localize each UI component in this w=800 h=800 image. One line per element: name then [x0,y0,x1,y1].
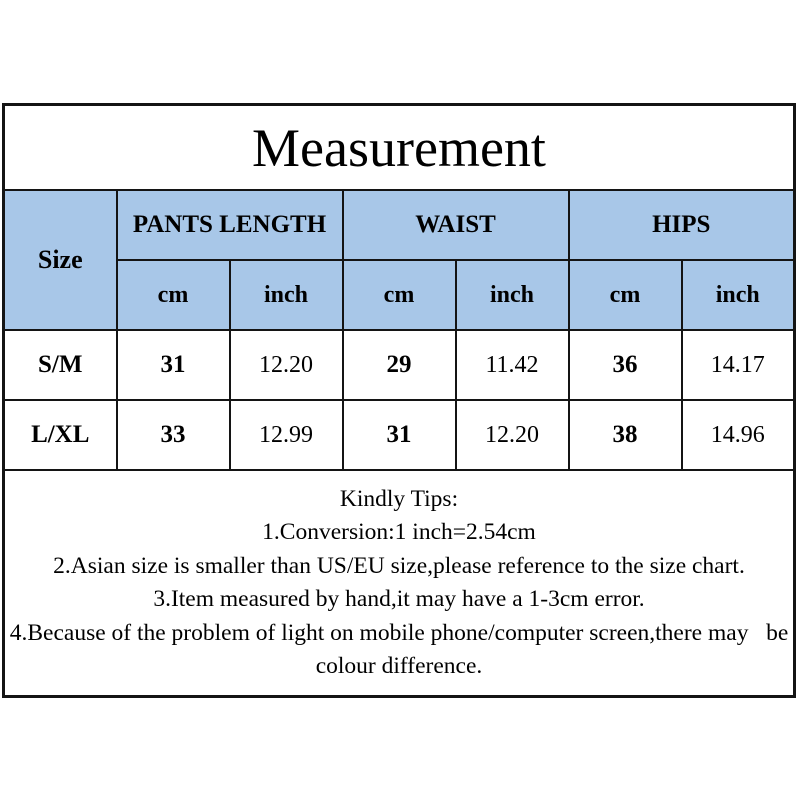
table-row-lxl [4,400,795,470]
tip-asian-size: 2.Asian size is smaller than US/EU size,please reference to the size chart. [53,552,745,579]
column-header-waist: WAIST [343,190,569,260]
sm-hips-inch-value: 14.17 [682,330,795,400]
tips-row [4,470,795,697]
measurement-table [2,103,796,698]
tips-heading: Kindly Tips: [339,485,459,512]
table-row-sm [4,330,795,400]
lxl-pants-cm-value: 33 [117,400,230,470]
lxl-waist-cm-value: 31 [343,400,456,470]
unit-header-pants-inch: inch [230,260,343,330]
tip-conversion: 1.Conversion:1 inch=2.54cm [262,519,536,545]
column-header-size: Size [4,190,117,330]
unit-header-waist-inch: inch [456,260,569,330]
kindly-tips-block [4,470,795,697]
unit-header-row [4,260,795,330]
group-header-row [4,190,795,260]
tip-colour-line1: 4.Because of the problem of light on mobile phone/computer screen,there may be [9,619,789,646]
sm-waist-cm-value: 29 [343,330,456,400]
lxl-hips-cm-value: 38 [569,400,682,470]
page-title: Measurement [4,105,795,191]
unit-header-waist-cm: cm [343,260,456,330]
sm-pants-cm-value: 31 [117,330,230,400]
size-label-lxl: L/XL [4,400,117,470]
lxl-hips-inch-value: 14.96 [682,400,795,470]
unit-header-hips-inch: inch [682,260,795,330]
title-row [4,105,795,191]
lxl-pants-inch-value: 12.99 [230,400,343,470]
tip-measure-error: 3.Item measured by hand,it may have a 1-3cm error. [153,586,645,612]
unit-header-hips-cm: cm [569,260,682,330]
sm-waist-inch-value: 11.42 [456,330,569,400]
column-header-pants-length: PANTS LENGTH [117,190,343,260]
lxl-waist-inch-value: 12.20 [456,400,569,470]
size-label-sm: S/M [4,330,117,400]
tip-colour-line2: colour difference. [315,653,483,679]
sm-pants-inch-value: 12.20 [230,330,343,400]
unit-header-pants-cm: cm [117,260,230,330]
column-header-hips: HIPS [569,190,795,260]
sm-hips-cm-value: 36 [569,330,682,400]
